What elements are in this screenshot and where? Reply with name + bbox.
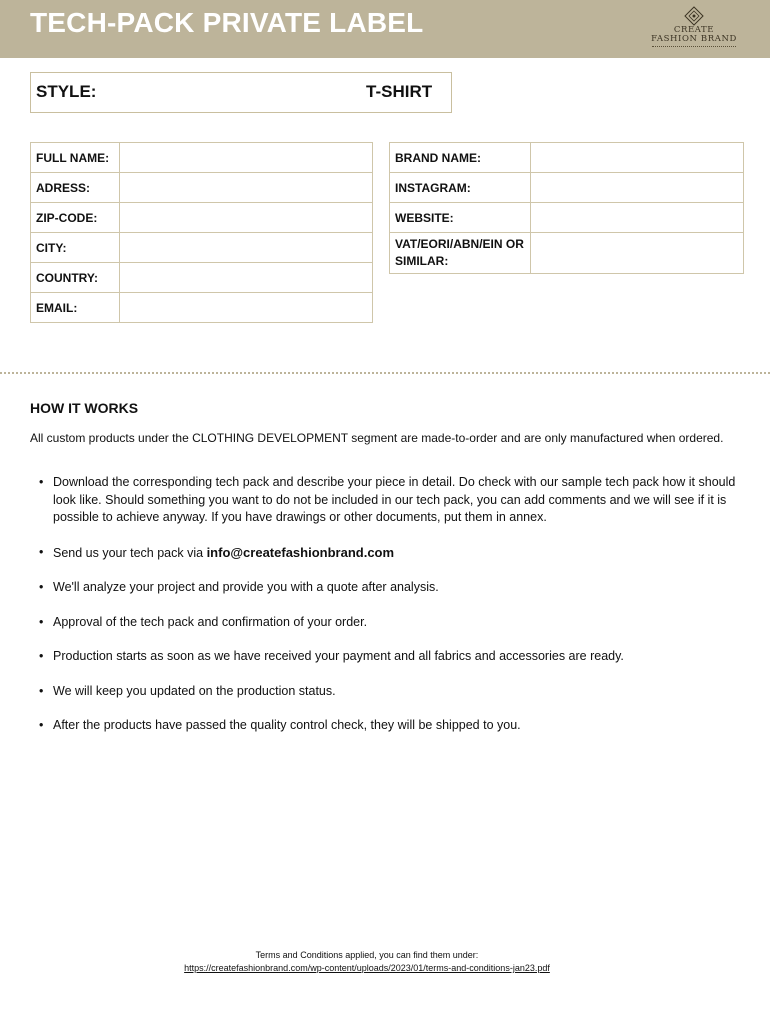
field-label: WEBSITE: (390, 203, 531, 233)
bullet-icon: • (39, 580, 44, 594)
city-field[interactable] (120, 233, 373, 263)
brand-row-brand-name (390, 143, 744, 173)
style-value: T-SHIRT (366, 82, 433, 101)
brand-name-field[interactable] (531, 143, 744, 173)
footer (0, 949, 734, 975)
list-item (30, 579, 750, 597)
section-title: HOW IT WORKS (30, 400, 139, 416)
bullet-icon: • (39, 718, 44, 732)
bullet-icon: • (39, 544, 44, 559)
list-item (30, 717, 750, 735)
vat-field[interactable] (531, 233, 744, 274)
field-label: ADRESS: (31, 173, 120, 203)
brand-info-table (389, 142, 744, 274)
field-label: INSTAGRAM: (390, 173, 531, 203)
address-field[interactable] (120, 173, 373, 203)
brand-logo (648, 6, 740, 54)
bullet-icon: • (39, 683, 44, 698)
client-row-address (31, 173, 373, 203)
brand-row-vat (390, 233, 744, 274)
list-item (30, 648, 750, 666)
list-item (30, 474, 750, 527)
bullet-icon: • (39, 475, 44, 489)
dotted-divider (0, 372, 770, 374)
brand-row-instagram (390, 173, 744, 203)
field-label: FULL NAME: (31, 143, 120, 173)
country-field[interactable] (120, 263, 373, 293)
full-name-field[interactable] (120, 143, 373, 173)
list-item (30, 683, 750, 701)
client-row-zip-code (31, 203, 373, 233)
client-row-country (31, 263, 373, 293)
field-label: ZIP-CODE: (31, 203, 120, 233)
brand-row-website (390, 203, 744, 233)
field-label: VAT/EORI/ABN/EIN OR SIMILAR: (390, 233, 531, 274)
client-row-email (31, 293, 373, 323)
step-text: Download the corresponding tech pack and describe your piece in detail. Do check with our sample tech pack how it should look like. Should something you want to do not be included in our tech pack, you can add comments and we will see if it is possible to achieve anyway. If you have drawings or other documents, put them in annex. (53, 475, 736, 524)
step-text: Approval of the tech pack and confirmation of your order. (53, 614, 368, 629)
step-text: We will keep you updated on the production status. (53, 683, 336, 698)
list-item (30, 544, 750, 563)
bullet-icon: • (39, 649, 44, 663)
diamond-emblem-icon (683, 6, 705, 26)
client-info-table (30, 142, 373, 323)
logo-text-line2: FASHION BRAND (651, 34, 737, 44)
header-bar (0, 0, 770, 58)
bullet-icon: • (39, 614, 44, 629)
email-link[interactable]: info@createfashionbrand.com (206, 544, 395, 560)
step-text: Send us your tech pack via (53, 545, 207, 560)
intro-paragraph: All custom products under the CLOTHING DEVELOPMENT segment are made-to-order and are only manufactured when ordered. (30, 431, 724, 445)
instagram-field[interactable] (531, 173, 744, 203)
field-label: COUNTRY: (31, 263, 120, 293)
style-box (30, 72, 452, 113)
footer-text: Terms and Conditions applied, you can find them under: (255, 950, 479, 960)
zip-code-field[interactable] (120, 203, 373, 233)
steps-list (30, 474, 750, 752)
style-label: STYLE: (36, 82, 97, 101)
step-text: We'll analyze your project and provide you with a quote after analysis. (53, 580, 439, 594)
field-label: EMAIL: (31, 293, 120, 323)
list-item (30, 614, 750, 632)
client-row-full-name (31, 143, 373, 173)
email-field[interactable] (120, 293, 373, 323)
field-label: BRAND NAME: (390, 143, 531, 173)
website-field[interactable] (531, 203, 744, 233)
page-title: TECH-PACK PRIVATE LABEL (30, 7, 424, 38)
logo-text-line1: CREATE (673, 25, 715, 35)
terms-link[interactable]: https://createfashionbrand.com/wp-content/uploads/2023/01/terms-and-conditions-jan23.pdf (184, 963, 550, 973)
step-text: After the products have passed the quality control check, they will be shipped to you. (53, 718, 521, 732)
logo-tagline-decoration (652, 46, 736, 49)
step-text: Production starts as soon as we have received your payment and all fabrics and accessories are ready. (53, 649, 624, 663)
client-row-city (31, 233, 373, 263)
field-label: CITY: (31, 233, 120, 263)
